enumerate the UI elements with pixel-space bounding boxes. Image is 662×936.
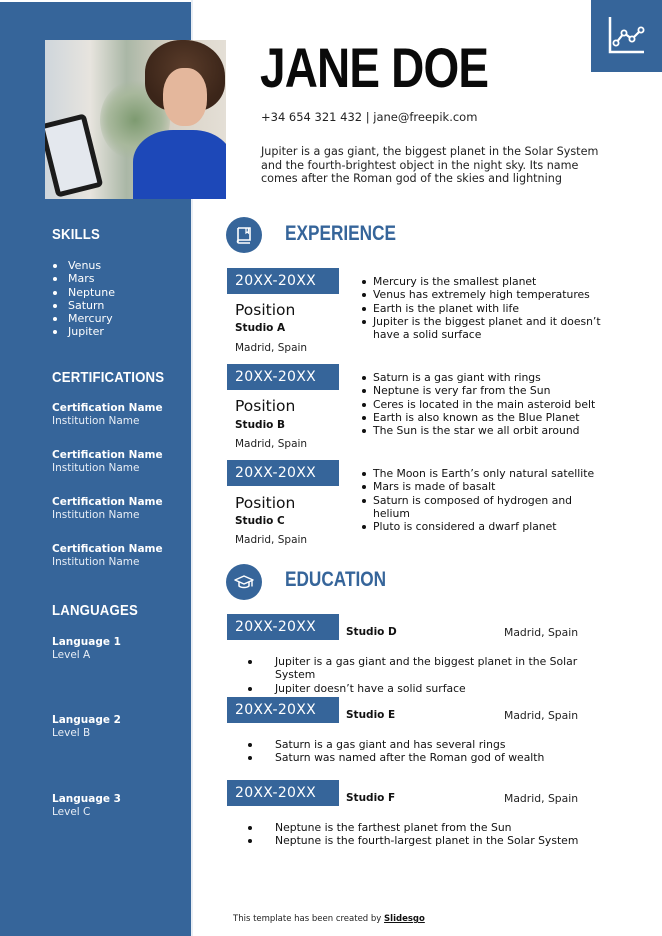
- location: Madrid, Spain: [504, 626, 579, 639]
- location: Madrid, Spain: [504, 792, 579, 805]
- location: Madrid, Spain: [235, 342, 308, 354]
- education-bullets: [245, 655, 595, 695]
- education-date: 20XX-20XX: [227, 614, 339, 640]
- graduation-cap-icon: [233, 571, 255, 593]
- studio-name: Studio A: [235, 322, 286, 334]
- book-icon: [233, 224, 255, 246]
- experience-bullets: [361, 275, 611, 341]
- language-name: Language 2: [52, 714, 121, 726]
- language-item: [52, 793, 121, 819]
- education-bullets: [245, 738, 595, 765]
- certifications-heading: CERTIFICATIONS: [52, 369, 165, 386]
- candidate-name: JANE DOE: [260, 36, 489, 99]
- bullet-item: Saturn is a gas giant with rings: [361, 371, 611, 384]
- skills-heading: SKILLS: [52, 226, 101, 243]
- experience-date: 20XX-20XX: [227, 460, 339, 486]
- skill-item: Saturn: [52, 299, 115, 312]
- skills-list: [52, 259, 115, 339]
- language-item: [52, 636, 121, 662]
- location: Madrid, Spain: [235, 438, 308, 450]
- bullet-item: Neptune is the farthest planet from the Sun: [245, 821, 595, 834]
- bullet-item: Neptune is the fourth-largest planet in the Solar System: [245, 834, 595, 847]
- corner-badge: [591, 0, 662, 72]
- skill-item: Venus: [52, 259, 115, 272]
- education-date: 20XX-20XX: [227, 697, 339, 723]
- institution-name: Institution Name: [52, 556, 140, 568]
- skill-item: Neptune: [52, 286, 115, 299]
- bullet-item: Venus has extremely high temperatures: [361, 288, 611, 301]
- skill-item: Mercury: [52, 312, 115, 325]
- studio-name: Studio F: [346, 792, 396, 804]
- education-bullets: [245, 821, 595, 848]
- education-date: 20XX-20XX: [227, 780, 339, 806]
- bullet-item: Pluto is considered a dwarf planet: [361, 520, 611, 533]
- certification-item: [52, 543, 163, 569]
- studio-name: Studio E: [346, 709, 396, 721]
- location: Madrid, Spain: [504, 709, 579, 722]
- studio-name: Studio C: [235, 515, 285, 527]
- education-section-icon: [226, 564, 262, 600]
- institution-name: Institution Name: [52, 509, 140, 521]
- bullet-item: Jupiter doesn’t have a solid surface: [245, 682, 595, 695]
- bullet-item: Saturn is composed of hydrogen and helium: [361, 494, 611, 521]
- bullet-item: Neptune is very far from the Sun: [361, 384, 611, 397]
- bullet-item: Mercury is the smallest planet: [361, 275, 611, 288]
- studio-name: Studio B: [235, 419, 286, 431]
- institution-name: Institution Name: [52, 462, 140, 474]
- position-title: Position: [235, 301, 296, 319]
- line-chart-icon: [591, 0, 662, 72]
- language-level: Level A: [52, 649, 91, 661]
- experience-bullets: [361, 467, 611, 533]
- languages-heading: LANGUAGES: [52, 602, 138, 619]
- skill-item: Mars: [52, 272, 115, 285]
- experience-heading: EXPERIENCE: [285, 222, 397, 245]
- skill-item: Jupiter: [52, 325, 115, 338]
- language-level: Level B: [52, 727, 91, 739]
- bullet-item: Earth is the planet with life: [361, 302, 611, 315]
- education-heading: EDUCATION: [285, 568, 387, 591]
- contact-info: +34 654 321 432 | jane@freepik.com: [261, 110, 478, 124]
- certification-name: Certification Name: [52, 449, 163, 461]
- certification-name: Certification Name: [52, 402, 163, 414]
- certification-name: Certification Name: [52, 543, 163, 555]
- language-name: Language 1: [52, 636, 121, 648]
- studio-name: Studio D: [346, 626, 397, 638]
- bullet-item: Jupiter is a gas giant and the biggest planet in the Solar System: [245, 655, 595, 682]
- certification-name: Certification Name: [52, 496, 163, 508]
- position-title: Position: [235, 397, 296, 415]
- certification-item: [52, 449, 163, 475]
- bullet-item: Earth is also known as the Blue Planet: [361, 411, 611, 424]
- bullet-item: The Sun is the star we all orbit around: [361, 424, 611, 437]
- bullet-item: Jupiter is the biggest planet and it doesn’t have a solid surface: [361, 315, 611, 342]
- location: Madrid, Spain: [235, 534, 308, 546]
- position-title: Position: [235, 494, 296, 512]
- footer-text: This template has been created by: [233, 914, 385, 924]
- profile-photo: [45, 40, 226, 199]
- certification-item: [52, 496, 163, 522]
- profile-summary: Jupiter is a gas giant, the biggest planet in the Solar System and the fourth-brightest object in the night sky. Its name comes after the Roman god of the skies and lightning: [261, 145, 599, 185]
- bullet-item: Mars is made of basalt: [361, 480, 611, 493]
- slidesgo-link[interactable]: Slidesgo: [384, 914, 425, 924]
- bullet-item: The Moon is Earth’s only natural satellite: [361, 467, 611, 480]
- experience-date: 20XX-20XX: [227, 364, 339, 390]
- experience-bullets: [361, 371, 611, 437]
- language-level: Level C: [52, 806, 91, 818]
- institution-name: Institution Name: [52, 415, 140, 427]
- experience-section-icon: [226, 217, 262, 253]
- certification-item: [52, 402, 163, 428]
- language-item: [52, 714, 121, 740]
- language-name: Language 3: [52, 793, 121, 805]
- bullet-item: Saturn is a gas giant and has several rings: [245, 738, 595, 751]
- footer-credit: [233, 914, 425, 924]
- bullet-item: Saturn was named after the Roman god of wealth: [245, 751, 595, 764]
- bullet-item: Ceres is located in the main asteroid belt: [361, 398, 611, 411]
- experience-date: 20XX-20XX: [227, 268, 339, 294]
